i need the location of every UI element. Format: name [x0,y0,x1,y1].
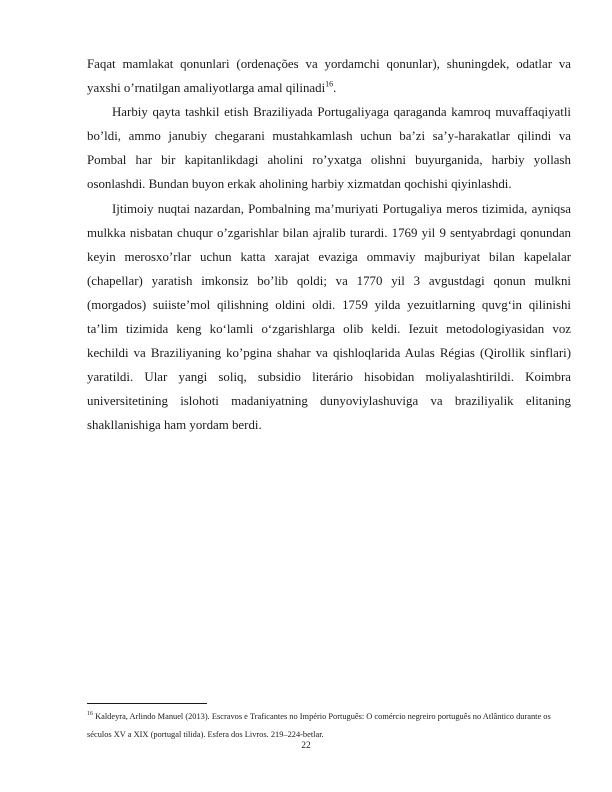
paragraph-1-text: Faqat mamlakat qonunlari (ordenações va yordamchi qonunlar), shuningdek, odatlar va yaxshi o’rnatilgan amaliyotlarga amal qilinadi [87,57,571,96]
page-number: 22 [301,741,311,751]
footnote [87,708,571,743]
paragraph-1-end: . [333,81,337,96]
footnote-divider [87,703,207,704]
body-text [87,52,571,438]
footnote-text: Kaldeyra, Arlindo Manuel (2013). Escravos e Traficantes no Império Português: O comércio negreiro português no Atlântico durante os séculos XV a XIX (portugal tilida). Esfera dos Livros. 219–224-betlar. [87,712,551,739]
footnote-number: 16 [87,711,93,718]
paragraph-2: Harbiy qayta tashkil etish Braziliyada Portugaliyaga qaraganda kamroq muvaffaqiyatli bo’ldi, ammo janubiy chegarani mustahkamlash uchun ba’zi sa’y-harakatlar qilindi va Pombal har bir kapitanlikdagi aholini ro’yxatga olishni buyurganida, harbiy yollash osonlashdi. Bundan buyon erkak aholining harbiy xizmatdan qochishi qiyinlashdi. [87,105,571,192]
footnote-reference[interactable]: 16 [325,79,334,89]
paragraph-1 [87,52,571,100]
paragraph-3: Ijtimoiy nuqtai nazardan, Pombalning ma’muriyati Portugaliya meros tizimida, ayniqsa mulkka nisbatan chuqur o’zgarishlar bilan ajralib turardi. 1769 yil 9 sentyabrdagi qonundan keyin merosxo’rlar uchun katta xarajat evaziga ommaviy majburiyat bilan kapelalar (chapellar) yaratish imkonsiz bo’lib qoldi; va 1770 yil 3 avgustdagi qonun mulkni (morgados) suiiste’mol qilishning oldini oldi. 1759 yilda yezuitlarning quvg‘in qilinishi ta’lim tizimida keng ko‘lamli o‘zgarishlarga olib keldi. Iezuit metodologiyasidan voz kechildi va Braziliyaning ko’pgina shahar va qishloqlarida Aulas Régias (Qirollik sinflari) yaratildi. Ular yangi soliq, subsidio literário hisobidan moliyalashtirildi. Koimbra universitetining islohoti madaniyatning dunyoviylashuviga va braziliyalik elitaning shakllanishiga ham yordam berdi. [87,201,571,433]
